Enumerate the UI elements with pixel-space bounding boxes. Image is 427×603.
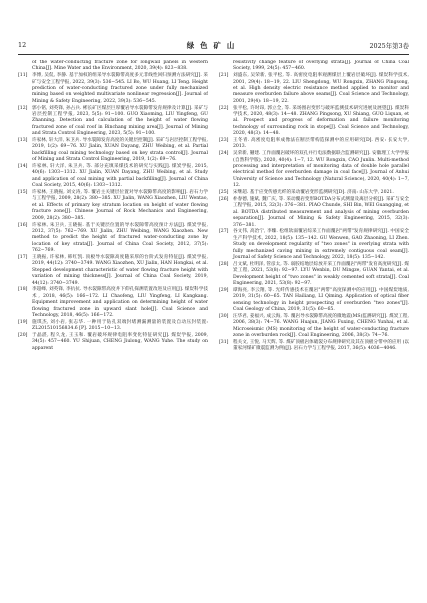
reference-text: of the water-conducting fracture zone for longwall panels in western China[J]. Mine Water and the Environment, 2020, 39(4): 823−838.: [32, 60, 208, 72]
reference-text: 许家林, 王晓振, 刘文涛, 等. 覆岩主关键层位置对导水裂隙带高度的影响[J]. 岩石力学与工程学报, 2009, 28(2): 380−385. XU Jialin, WANG Xiaozhen, LIU Wentao, et al. Effects of primary key stratum location on height of water flowing fracture zone[J]. Chinese Journal of Rock Mechanics and Engineering, 2009, 28(2): 380−385.: [32, 190, 208, 221]
reference-text: 李博, 吴侃, 李静. 基于加权的组采导水裂隙带高度多元非线性回归预测方法研究[J]. 采矿与安全工程学报, 2022, 39(3): 536−545. LI Bo, WU Huang, LI Teng. Height prediction of water-conducting fractured zone under fully mechanized mining based on weighted multivariate nonlinear regression[J]. Journal of Mining & Safety Engineering, 2022, 39(3): 536−545.: [32, 73, 208, 104]
reference-entry: [219, 60, 409, 73]
reference-number: [15]: [18, 190, 28, 196]
reference-entry: [18, 223, 208, 255]
reference-entry: [219, 340, 409, 353]
reference-entry: [219, 197, 409, 229]
reference-number: [19]: [18, 319, 28, 325]
reference-text: 谭海亮, 李云翔, 等. 光纤传感技术在覆岩"两带"高度探测中的应用[J]. 中国煤炭地质, 2019, 31(5): 60−65. TAN Hailiang, LI Qiming. Application of optical fiber sensing technology in height prospecting of overburden "two zones"[J]. Coal Geology of China, 2019, 31(5): 60−65.: [233, 287, 409, 312]
reference-text: 于晶湛, 程久龙, 王玉和. 覆岩破坏规律电阻率变化特征研究[J]. 煤炭学报, 2009, 34(5): 457−460. YU Shijuan, CHENG Jiulong, WANG Yuhe. The study on apparent: [32, 332, 208, 351]
reference-number: [31]: [219, 339, 229, 345]
reference-number: [27]: [219, 229, 229, 235]
reference-number: [25]: [219, 190, 229, 196]
reference-entry: [219, 288, 409, 314]
reference-number: [24]: [219, 151, 229, 157]
reference-number: [23]: [219, 138, 229, 144]
reference-number: [26]: [219, 196, 229, 202]
reference-text: 吴荣新, 蒯建. 工作面覆岩破坏的双孔并行电法数据联合监测研究[J]. 安徽理工大学学报 (自然科学版), 2020, 40(4): 1−7, 12. WU Rongxin, CAO Junlin. Multi-method processing and interpretation of monitoring data of double hole parallel electrical method for overburden damage in coal face[J]. Journal of Anhui University of Science and Technology (Natural Science), 2020, 40(4): 1−7, 12.: [233, 151, 409, 189]
reference-entry: [219, 138, 409, 151]
reference-entry: [18, 106, 208, 138]
left-reference-column: [18, 60, 208, 590]
reference-text: 许家林, 轩大洋, 朱卫兵. 导水裂隙发育高度的关键层控制[J]. 采矿与岩层控制工程学报, 2019, 1(2): 69−76. XU Jialin, XUAN Dayang, ZHU Weibing, et al. Partial backfilling coal mining technology based on key strata control[J]. Journal of Mining and Strata Control Engineering, 2019, 1(2): 69−76.: [32, 138, 208, 163]
reference-number: [11]: [18, 73, 28, 79]
reference-text: 王晓振, 许家林, 韩红凯. 顶板导水裂隙高度随采厚的台阶式发育特征[J]. 煤炭学报, 2019, 44(12): 3740−3749. WANG Xiaozhen, XU Jialin, HAN Hongkai, et al. Stepped development characteristic of water flowing fracture height with variation of mining thickness[J]. Journal of China Coal Society, 2019, 44(12): 3740−3749.: [32, 254, 208, 286]
journal-title: 绿色矿山: [186, 41, 241, 50]
reference-entry: [18, 333, 208, 352]
reference-text: 郭小铭, 刘英锋, 孙占兵. 彬长矿区煤层巨厚覆岩导水裂隙带发育规律及计算[J]. 采矿与岩层控制工程学报, 2023, 5(5): 91−100. GUO Xiaoming, LIU Yingfeng, GU Zhanning. Detection and calculation of the height of water flowing fractured zone of coal roof in Binchang mining area[J]. Journal of Mining and Strata Control Engineering, 2023, 5(5): 91−100.: [32, 105, 208, 137]
right-reference-column: [219, 60, 409, 590]
reference-text: 谷文伟, 高治宁, 李臻. 松组软弱覆岩综采工作面覆岩"两带"发育规律研究[J]. 中国安全生产科学技术, 2022, 18(5): 135−142. GU Wenwen, GAO Zhaoning, LI Zhen. Study on development regularity of "two zones" in overlying strata with fully mechanized caving mining in extremely contiguous coal seam[J]. Journal of Safety Science and Technology, 2022, 18(5): 135−142.: [233, 229, 409, 260]
reference-text: 王冬青. 高密度电阻率成像法在断层带构造探测中的应用研究[D]. 西安: 长安大学, 2013.: [233, 138, 409, 150]
header-rule: [18, 54, 409, 55]
reference-entry: [219, 314, 409, 340]
reference-number: [13]: [18, 138, 28, 144]
reference-number: [12]: [18, 105, 28, 111]
reference-text: 张平松, 许时昂, 郭立全, 等. 采场围岩变形与破坏监测技术研究进展及展望[J]. 煤炭科学技术, 2020, 48(3): 14−48. ZHANG Pingsong, XU Shiang, GUO Liquan, et al. Prospect and progress of deformation and failure monitoring technology of surrounding rock in stope[J]. Coal Science and Technology, 2020, 48(3): 14−48.: [233, 105, 409, 137]
reference-text: 程关文, 王悦, 马天辉, 等. 煤矿顶板岩体破裂分布规律研究及其在顶板分带中的应用 (以董家河煤矿微震监测为例)[J]. 岩石力学与工程学报, 2017, 36(5): 4036−4046.: [233, 339, 409, 352]
issue-label: 2025年第3卷: [369, 42, 409, 50]
reference-number: [16]: [18, 222, 28, 228]
reference-text: 吕文斌, 杜明泽, 管彦太, 等. 弱胶结地层综放开采工作面覆岩"两带"发育高度研究[J]. 煤炭工程, 2021, 53(8): 92−97. LYU Wenbin, DU Mingze, GUAN Yantai, et al. Development height of "two zones" in weakly cemented soft strata[J]. Coal Engineering, 2021, 53(8): 92−97.: [233, 261, 409, 286]
reference-entry: [219, 73, 409, 105]
reference-number: [14]: [18, 164, 28, 170]
reference-entry: [18, 138, 208, 164]
reference-text: 施琪杰, 刘小岩, 张志华. 一种用于钻孔双端封堵测漏测量的装置及自动压封装置: ZL201510156834.6 [P]. 2015−10−13.: [32, 319, 208, 332]
reference-entry: [219, 262, 409, 288]
reference-number: [20]: [18, 332, 28, 338]
reference-text: 宋继超. 基于应变传感光纤的采动覆岩变形监测研究[D]. 济南: 山东大学, 2021.: [233, 190, 394, 196]
reference-entry: [18, 287, 208, 319]
reference-entry: [18, 60, 208, 73]
reference-text: 朴春德, 施斌, 魏广庆, 等. 采动覆岩变形BOTDA分布式测量及离层分析[J]. 采矿与安全工程学报, 2015, 32(3): 376−381. PIAO Chunde, SHI Bin, WEI Guangqing, et al. BOTDA distributed measurement and analysis of mining overburden separation[J]. Journal of Mining & Safety Engineering, 2015, 32(3): 376−381.: [233, 196, 409, 228]
reference-entry: [18, 73, 208, 105]
reference-number: [28]: [219, 261, 229, 267]
reference-entry: [18, 164, 208, 190]
reference-number: [17]: [18, 254, 28, 260]
reference-entry: [219, 151, 409, 189]
reference-text: 汪华君, 姜福兴, 成云海, 等. 覆岩导水裂隙带高度的微地震(MS)监测研究[J]. 煤炭工程, 2006, 38(3): 74−76. WANG Huajun, JIANG Fuxing, CHENG Yunhai, et al. Microseismic (MS) monitoring of the height of water-conducting fracture zone in overburden rock[J]. Coal Engineering, 2006, 38(3): 74−76.: [233, 313, 409, 338]
reference-number: [30]: [219, 313, 229, 319]
reference-entry: [18, 190, 208, 222]
reference-text: resistivity change feature of overlying strata[J]. Journal of China Coal Society, 1999, 24(5): 457−460.: [233, 60, 409, 72]
reference-text: 许家林, 轩大洋, 朱卫兵, 等. 部分充填采煤技术的研究与实践[J]. 煤炭学报, 2015, 40(6): 1303−1312. XU Jialin, XUAN Dayang, ZHU Weibing, et al. Study and application of coal mining with partial backfilling[J]. Journal of China Coal Society, 2015, 40(6): 1303−1312.: [32, 164, 208, 189]
reference-entry: [18, 255, 208, 287]
page-number: 12: [18, 41, 27, 49]
reference-entry: [219, 190, 409, 196]
reference-text: 刘盛东, 吴荣新, 张平松, 等. 高密度电阻率观测煤层上覆岩层破坏[J]. 煤炭科学技术, 2001, 29(4): 18−19, 22. LIU Shengdong, WU Rongxin, ZHANG Pingsong, et al. High density electric resistance method applied to monitor and measure overburden failure above seams[J]. Coal Science and Technology, 2001, 29(4): 18−19, 22.: [233, 73, 409, 104]
reference-number: [21]: [219, 73, 229, 79]
reference-text: 许家林, 朱卫兵, 王晓振. 基于关键层位置的导水裂隙带高度预计方法[J]. 煤炭学报, 2012, 37(5): 762−769. XU Jialin, ZHU Weibing, WANG Xiaozhen. New method to predict the height of fractured water-conducting zone by location of key strata[J]. Journal of China Coal Society, 2012, 37(5): 762−769.: [32, 222, 208, 254]
reference-entry: [219, 229, 409, 261]
reference-number: [22]: [219, 105, 229, 111]
reference-entry: [219, 106, 409, 138]
reference-number: [18]: [18, 287, 28, 293]
reference-number: [29]: [219, 287, 229, 293]
reference-text: 李超峰, 刘英锋, 李抗抗. 导水裂隙带高度井下仰孔探测装置改进及应用[J]. 煤炭科学技术, 2018, 46(5): 166−172. LI Chaofeng, LIU Yingfeng, LI Kangkang. Equipment improvement and application on determining height of water flowing fractured zone in upward slant hole[J]. Coal Science and Technology, 2018, 46(5): 166−172.: [32, 287, 208, 318]
reference-entry: [18, 320, 208, 333]
page-header: [18, 40, 409, 52]
